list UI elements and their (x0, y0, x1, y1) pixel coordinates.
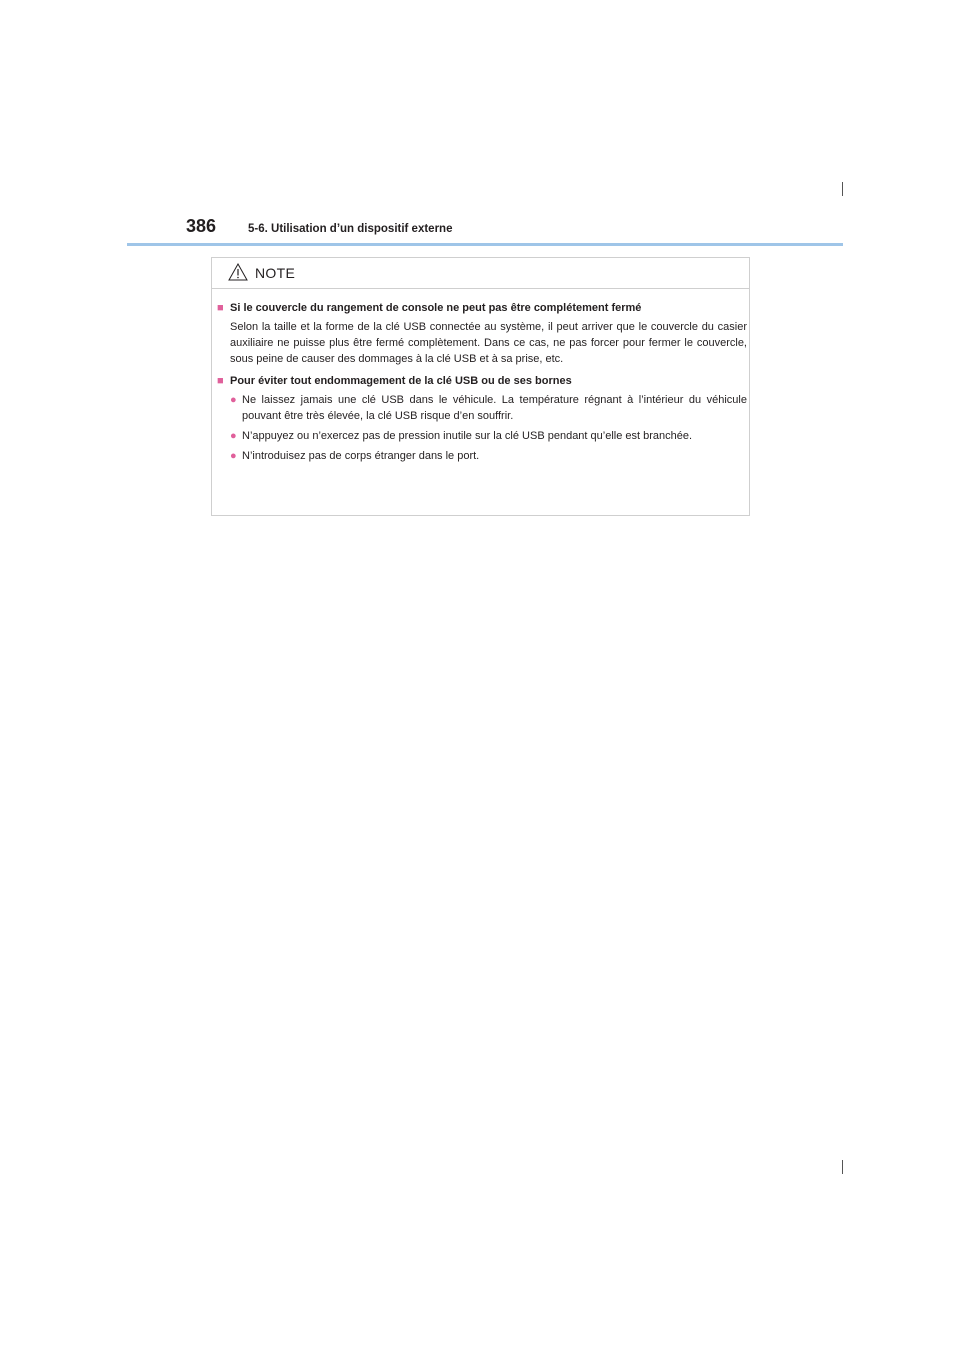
section-heading-text: Si le couvercle du rangement de console ne peut pas être complétement fermé (230, 302, 642, 314)
note-title: NOTE (255, 265, 296, 281)
section-heading-text: Pour éviter tout endommagement de la clé USB ou de ses bornes (230, 375, 572, 387)
section-paragraph: Selon la taille et la forme de la clé USB connectée au système, il peut arriver que le couvercle du casier auxiliaire ne puisse plus être fermé complètement. Dans ce cas, ne pas forcer pour fermer le couvercle, sous peine de causer des dommages à la clé USB et à sa prise, etc. (230, 321, 747, 365)
crop-mark-bottom (842, 1160, 843, 1174)
header-rule (127, 243, 843, 246)
section-heading (217, 374, 747, 389)
list-item (230, 392, 747, 424)
section-heading (217, 301, 747, 316)
page-header (186, 216, 452, 238)
circle-bullet-icon: ● (230, 450, 237, 462)
list-item (230, 448, 747, 464)
section-title: 5-6. Utilisation d’un dispositif externe (248, 223, 453, 235)
circle-bullet-icon: ● (230, 430, 237, 442)
note-body (217, 301, 747, 471)
square-bullet-icon: ■ (217, 375, 224, 387)
note-header (212, 258, 749, 289)
square-bullet-icon: ■ (217, 302, 224, 314)
note-section-lid (217, 301, 747, 367)
crop-mark-top (842, 182, 843, 196)
circle-bullet-icon: ● (230, 394, 237, 406)
note-box (211, 257, 750, 516)
note-section-damage (217, 374, 747, 464)
list-item-text: N’introduisez pas de corps étranger dans le port. (242, 450, 480, 462)
list-item (230, 428, 747, 444)
list-item-text: Ne laissez jamais une clé USB dans le véhicule. La température régnant à l’intérieur du véhicule pouvant être très élevée, la clé USB risque d’en souffrir. (242, 394, 747, 422)
page-number: 386 (186, 216, 217, 236)
warning-triangle-icon (228, 263, 248, 281)
list-item-text: N’appuyez ou n’exercez pas de pression inutile sur la clé USB pendant qu’elle est branchée. (242, 430, 693, 442)
